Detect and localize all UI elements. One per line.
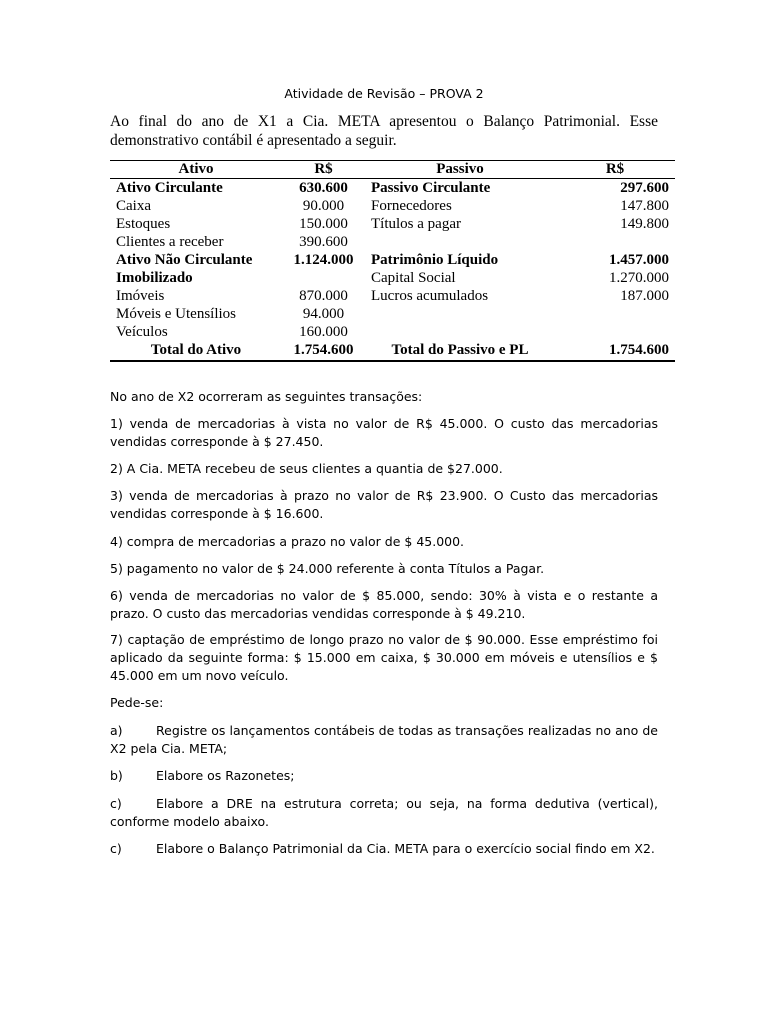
row-label-passivo: Títulos a pagar xyxy=(371,215,461,232)
row-label-ativo: Imobilizado xyxy=(116,270,193,287)
task-marker: c) xyxy=(110,841,122,856)
table-row xyxy=(110,288,675,306)
total-value-passivo: 1.754.600 xyxy=(555,342,675,361)
table-row xyxy=(110,179,675,198)
row-value-passivo: 297.600 xyxy=(620,179,669,196)
transaction-item-6: 6) venda de mercadorias no valor de $ 85.000, sendo: 30% à vista e o restante a prazo. O custo das mercadorias vendidas corresponde à $ 49.210. xyxy=(110,588,658,621)
table-row xyxy=(110,269,675,287)
row-label-ativo: Estoques xyxy=(116,215,171,232)
header-rs-passivo: R$ xyxy=(555,161,675,179)
row-label-ativo: Veículos xyxy=(116,324,168,341)
row-label-passivo xyxy=(365,324,555,342)
transaction-item-5: 5) pagamento no valor de $ 24.000 referente à conta Títulos a Pagar. xyxy=(110,561,545,576)
transaction-item-7: 7) captação de empréstimo de longo prazo no valor de $ 90.000. Esse empréstimo foi aplicado da seguinte forma: $ 15.000 em caixa, $ 30.000 em móveis e utensílios e $ 45.000 em um novo veículo. xyxy=(110,632,658,683)
row-label-passivo: Capital Social xyxy=(371,270,456,287)
table-row xyxy=(110,251,675,269)
table-row xyxy=(110,197,675,215)
row-label-ativo: Caixa xyxy=(116,197,151,214)
row-value-passivo: 149.800 xyxy=(620,215,669,232)
task-text: Elabore o Balanço Patrimonial da Cia. META para o exercício social findo em X2. xyxy=(156,841,655,856)
row-value-ativo: 1.124.000 xyxy=(293,251,354,268)
transaction-item-1: 1) venda de mercadorias à vista no valor de R$ 45.000. O custo das mercadorias vendidas corresponde à $ 27.450. xyxy=(110,416,658,449)
row-value-ativo: 160.000 xyxy=(299,324,348,341)
table-total-row xyxy=(110,342,675,361)
row-value-ativo: 94.000 xyxy=(302,306,345,323)
task-marker: c) xyxy=(110,796,122,811)
task-item-a xyxy=(110,722,658,758)
row-value-passivo: 147.800 xyxy=(620,197,669,214)
transaction-item-2: 2) A Cia. META recebeu de seus clientes a quantia de $27.000. xyxy=(110,461,503,476)
header-passivo: Passivo xyxy=(365,161,555,179)
table-header-row xyxy=(110,161,675,179)
row-label-passivo xyxy=(365,306,555,324)
row-value-passivo xyxy=(555,306,675,324)
total-label-passivo: Total do Passivo e PL xyxy=(365,342,555,361)
table-row xyxy=(110,324,675,342)
row-label-ativo: Ativo Circulante xyxy=(116,179,223,196)
task-item-c xyxy=(110,795,658,831)
header-rs-ativo: R$ xyxy=(282,161,365,179)
row-value-ativo xyxy=(282,269,365,287)
table-row xyxy=(110,233,675,251)
row-label-passivo: Lucros acumulados xyxy=(371,288,489,305)
row-value-passivo: 1.270.000 xyxy=(609,270,669,287)
task-item-c2 xyxy=(110,840,658,858)
row-value-passivo xyxy=(555,233,675,251)
row-label-passivo: Patrimônio Líquido xyxy=(371,251,499,268)
task-marker: b) xyxy=(110,768,123,783)
row-value-ativo: 390.600 xyxy=(299,233,348,250)
table-row xyxy=(110,215,675,233)
task-item-b xyxy=(110,767,658,785)
row-label-ativo: Imóveis xyxy=(116,288,165,305)
pede-se-label: Pede-se: xyxy=(110,695,164,710)
row-value-ativo: 150.000 xyxy=(299,215,348,232)
intro-paragraph xyxy=(110,112,658,150)
task-text: Registre os lançamentos contábeis de todas as transações realizadas no ano de X2 pela Cia. META; xyxy=(110,723,658,756)
intro-line-2: demonstrativo contábil é apresentado a seguir. xyxy=(110,132,397,149)
task-text: Elabore os Razonetes; xyxy=(156,768,295,783)
table-row xyxy=(110,306,675,324)
row-label-ativo: Ativo Não Circulante xyxy=(116,251,253,268)
row-value-passivo: 1.457.000 xyxy=(609,251,669,268)
row-value-ativo: 90.000 xyxy=(302,197,345,214)
total-label-ativo: Total do Ativo xyxy=(110,342,282,361)
row-value-passivo xyxy=(555,324,675,342)
row-label-passivo: Fornecedores xyxy=(371,197,452,214)
task-text: Elabore a DRE na estrutura correta; ou seja, na forma dedutiva (vertical), conforme modelo abaixo. xyxy=(110,796,658,829)
transactions-intro: No ano de X2 ocorreram as seguintes transações: xyxy=(110,389,423,404)
transaction-item-4: 4) compra de mercadorias a prazo no valor de $ 45.000. xyxy=(110,534,465,549)
row-label-passivo: Passivo Circulante xyxy=(371,179,491,196)
row-value-ativo: 870.000 xyxy=(299,288,348,305)
page-title: Atividade de Revisão – PROVA 2 xyxy=(284,86,484,101)
header-ativo: Ativo xyxy=(110,161,282,179)
transaction-item-3: 3) venda de mercadorias à prazo no valor de R$ 23.900. O Custo das mercadorias vendidas corresponde à $ 16.600. xyxy=(110,488,658,521)
task-marker: a) xyxy=(110,723,123,738)
balance-sheet-table xyxy=(110,160,675,362)
row-value-ativo: 630.600 xyxy=(299,179,348,196)
row-value-passivo: 187.000 xyxy=(620,288,669,305)
total-value-ativo: 1.754.600 xyxy=(282,342,365,361)
row-label-ativo: Móveis e Utensílios xyxy=(116,306,236,323)
row-label-passivo xyxy=(365,233,555,251)
intro-line-1: Ao final do ano de X1 a Cia. META apresentou o Balanço Patrimonial. Esse xyxy=(110,113,658,130)
row-label-ativo: Clientes a receber xyxy=(116,233,224,250)
